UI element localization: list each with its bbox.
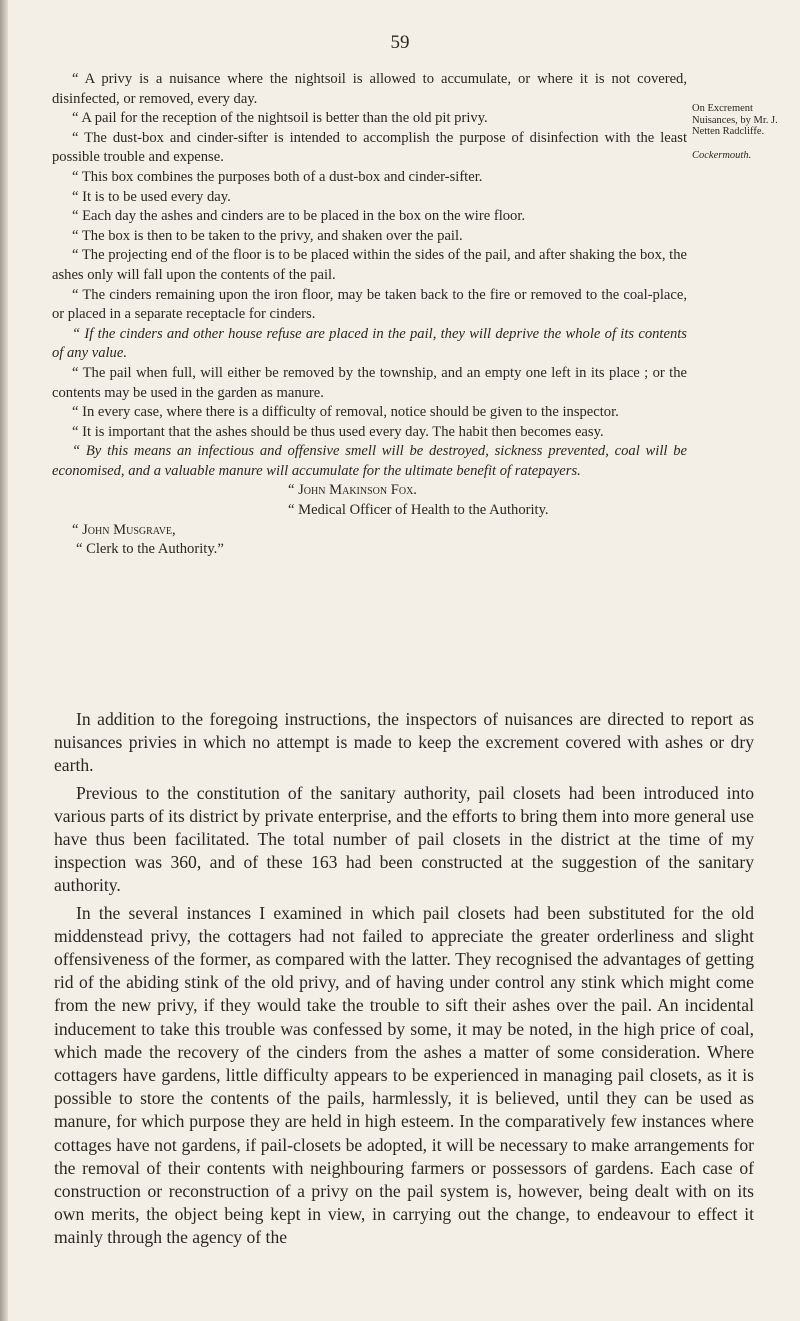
signature-clerk-name: “ John Musgrave, xyxy=(72,521,176,538)
circular-paragraph: “ It is important that the ashes should be thus used every day. The habit then becomes easy. xyxy=(72,423,604,440)
body-paragraph: In the several instances I examined in which pail closets had been substituted for the old middenstead privy, the cottagers had not failed to appreciate the greater orderliness and slight offensiveness of the former, as compared with the latter. They recognised the advantages of getting rid of the abiding stink of the old privy, and of having under control any stink which might come from the new privy, if they would take the trouble to sift their ashes over the pail. An incidental inducement to take this trouble was confessed by some, it may be noted, in the high price of coal, which made the recovery of the cinders from the ashes a matter of some consideration. Where cottagers have gardens, little difficulty appears to be experienced in managing pail closets, as it is possible to store the contents of the pails, harmlessly, it is believed, until they can be used as manure, for which purpose they are held in high esteem. In the comparatively few instances where cottages have not gardens, if pail-closets be adopted, it will be necessary to make arrangements for the removal of their contents with neighbouring farmers or possessors of gardens. Each case of construction or reconstruction of a privy on the pail system is, however, being dealt with on its own merits, the object being kept in view, in carrying out the change, to endeavour to effect it mainly through the agency of the xyxy=(54,902,754,1248)
main-body-text xyxy=(54,708,754,1254)
signature-medical-officer-name: “ John Makinson Fox. xyxy=(288,482,417,499)
margin-note-cockermouth: Cockermouth. xyxy=(692,150,752,161)
page-number: 59 xyxy=(390,32,410,53)
circular-paragraph: “ The dust-box and cinder-sifter is intended to accomplish the purpose of disinfection with the least possible trouble and expense. xyxy=(52,129,687,166)
circular-paragraph: “ In every case, where there is a difficulty of removal, notice should be given to the inspector. xyxy=(72,404,619,421)
body-paragraph: Previous to the constitution of the sanitary authority, pail closets had been introduced into various parts of its district by private enterprise, and the efforts to bring them into more general use have thus been facilitated. The total number of pail closets in the district at the time of my inspection was 360, and of these 163 had been constructed at the suggestion of the sanitary authority. xyxy=(54,782,754,896)
margin-note-excrement-nuisances: On Excrement Nuisances, by Mr. J. Netten Radcliffe. xyxy=(692,103,778,137)
quoted-circular xyxy=(52,70,687,560)
circular-paragraph: “ The cinders remaining upon the iron floor, may be taken back to the fire or removed to the coal-place, or placed in a separate receptacle for cinders. xyxy=(52,286,687,323)
circular-paragraph: “ Each day the ashes and cinders are to be placed in the box on the wire floor. xyxy=(72,208,526,225)
circular-paragraph: “ A privy is a nuisance where the nightsoil is allowed to accumulate, or where it is not covered, disinfected, or removed, every day. xyxy=(52,71,687,107)
body-paragraph: In addition to the foregoing instructions, the inspectors of nuisances are directed to report as nuisances privies in which no attempt is made to keep the excrement covered with ashes or dry earth. xyxy=(54,709,754,776)
page-fold-shadow xyxy=(0,0,8,1321)
circular-paragraph: “ The pail when full, will either be removed by the township, and an empty one left in its place ; or the contents may be used in the garden as manure. xyxy=(52,364,687,401)
circular-paragraph: “ A pail for the reception of the nightsoil is better than the old pit privy. xyxy=(72,110,488,127)
circular-paragraph: “ It is to be used every day. xyxy=(72,188,231,205)
circular-paragraph: “ The box is then to be taken to the privy, and shaken over the pail. xyxy=(72,227,463,244)
circular-paragraph: “ The projecting end of the floor is to be placed within the sides of the pail, and after shaking the box, the ashes only will fall upon the contents of the pail. xyxy=(52,247,687,283)
signature-clerk-title: “ Clerk to the Authority.” xyxy=(76,541,224,558)
circular-paragraph-italic: “ If the cinders and other house refuse are placed in the pail, they will deprive the whole of its contents of any value. xyxy=(52,325,687,362)
circular-paragraph-italic: “ By this means an infectious and offensive smell will be destroyed, sickness prevented, coal will be economised, and a valuable manure will accumulate for the ultimate benefit of ratepayers. xyxy=(52,443,687,479)
signature-medical-officer-title: “ Medical Officer of Health to the Authority. xyxy=(288,502,549,519)
circular-paragraph: “ This box combines the purposes both of a dust-box and cinder-sifter. xyxy=(72,168,483,185)
